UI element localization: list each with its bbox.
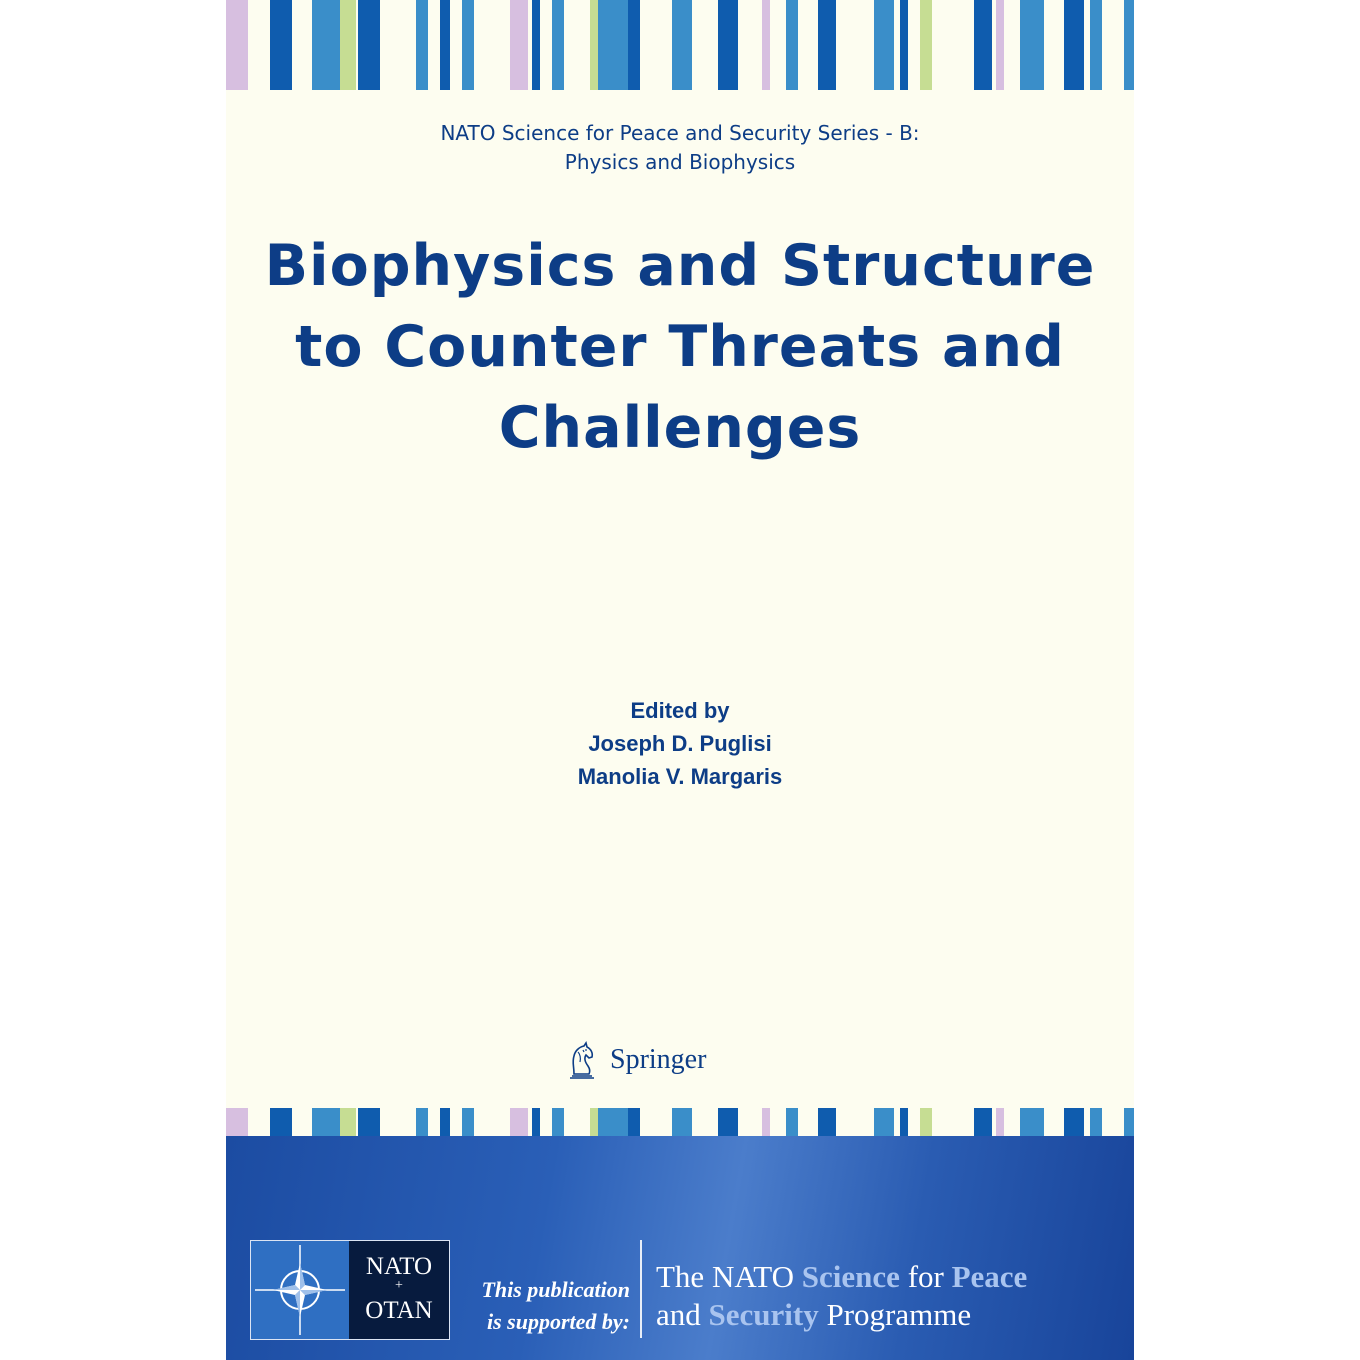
programme-text: The NATO <box>656 1259 802 1294</box>
decorative-stripe <box>672 0 692 90</box>
programme-line-2 <box>656 1296 1027 1334</box>
support-statement <box>470 1274 630 1338</box>
decorative-stripe <box>312 0 340 90</box>
decorative-stripe <box>818 0 836 90</box>
nato-otan-logo <box>250 1240 450 1340</box>
editor-name: Manolia V. Margaris <box>577 764 783 789</box>
programme-line-1 <box>656 1258 1027 1296</box>
decorative-stripe <box>510 1108 528 1136</box>
decorative-stripe <box>718 1108 738 1136</box>
title-line-2: to Counter Threats and <box>295 314 1065 380</box>
decorative-stripe <box>1124 1108 1134 1136</box>
decorative-stripe <box>1064 0 1084 90</box>
decorative-stripe <box>900 1108 908 1136</box>
publisher-name: Springer <box>610 1044 707 1075</box>
programme-highlight: Science <box>801 1259 900 1294</box>
decorative-stripe <box>920 1108 932 1136</box>
support-line-1: This publication <box>481 1277 630 1302</box>
decorative-stripe <box>1064 1108 1084 1136</box>
support-line-2: is supported by: <box>487 1309 630 1334</box>
decorative-stripe <box>762 1108 770 1136</box>
series-line-1: NATO Science for Peace and Security Series - B: <box>440 121 920 145</box>
decorative-stripe <box>786 1108 798 1136</box>
edited-by-label: Edited by <box>630 698 730 723</box>
decorative-stripe <box>416 0 428 90</box>
decorative-stripe <box>874 0 894 90</box>
top-stripe-band <box>226 0 1134 90</box>
decorative-stripe <box>510 0 528 90</box>
nato-otan-wordmark <box>349 1241 449 1339</box>
series-line-2: Physics and Biophysics <box>564 150 796 174</box>
nato-compass-star-icon <box>251 1241 349 1339</box>
footer-divider <box>640 1240 642 1338</box>
title-line-1: Biophysics and Structure <box>264 233 1096 299</box>
publisher-logo <box>564 1038 706 1082</box>
decorative-stripe <box>416 1108 428 1136</box>
decorative-stripe <box>762 0 770 90</box>
decorative-stripe <box>440 0 450 90</box>
decorative-stripe <box>1090 1108 1102 1136</box>
decorative-stripe <box>270 1108 292 1136</box>
programme-highlight: Security <box>708 1297 819 1332</box>
decorative-stripe <box>598 1108 628 1136</box>
decorative-stripe <box>590 1108 598 1136</box>
editor-name: Joseph D. Puglisi <box>588 731 772 756</box>
bottom-stripe-band <box>226 1108 1134 1136</box>
decorative-stripe <box>628 0 640 90</box>
decorative-stripe <box>226 1108 248 1136</box>
decorative-stripe <box>818 1108 836 1136</box>
decorative-stripe <box>462 1108 474 1136</box>
decorative-stripe <box>900 0 908 90</box>
decorative-stripe <box>340 1108 356 1136</box>
decorative-stripe <box>1124 0 1134 90</box>
title-line-3: Challenges <box>498 395 862 461</box>
springer-horse-icon <box>564 1040 598 1080</box>
decorative-stripe <box>996 1108 1004 1136</box>
programme-text: and <box>656 1297 709 1332</box>
decorative-stripe <box>552 1108 564 1136</box>
editors-block <box>226 694 1134 793</box>
decorative-stripe <box>628 1108 640 1136</box>
decorative-stripe <box>226 0 248 90</box>
programme-text: for <box>899 1259 952 1294</box>
decorative-stripe <box>532 1108 540 1136</box>
series-title <box>226 119 1134 177</box>
nato-footer <box>226 1136 1134 1360</box>
decorative-stripe <box>340 0 356 90</box>
decorative-stripe <box>358 1108 380 1136</box>
decorative-stripe <box>532 0 540 90</box>
decorative-stripe <box>598 0 628 90</box>
logo-separator: + <box>395 1278 403 1293</box>
book-title <box>226 226 1134 469</box>
book-cover <box>226 0 1134 1360</box>
programme-name <box>656 1258 1027 1334</box>
decorative-stripe <box>974 0 992 90</box>
decorative-stripe <box>590 0 598 90</box>
programme-highlight: Peace <box>951 1259 1028 1294</box>
decorative-stripe <box>270 0 292 90</box>
decorative-stripe <box>1020 1108 1044 1136</box>
decorative-stripe <box>786 0 798 90</box>
decorative-stripe <box>1090 0 1102 90</box>
decorative-stripe <box>440 1108 450 1136</box>
decorative-stripe <box>718 0 738 90</box>
decorative-stripe <box>920 0 932 90</box>
decorative-stripe <box>974 1108 992 1136</box>
decorative-stripe <box>312 1108 340 1136</box>
decorative-stripe <box>996 0 1004 90</box>
decorative-stripe <box>874 1108 894 1136</box>
logo-nato-text: NATO <box>365 1253 433 1280</box>
decorative-stripe <box>672 1108 692 1136</box>
decorative-stripe <box>462 0 474 90</box>
decorative-stripe <box>1020 0 1044 90</box>
logo-otan-text: OTAN <box>365 1297 433 1324</box>
decorative-stripe <box>358 0 380 90</box>
programme-text: Programme <box>818 1297 972 1332</box>
decorative-stripe <box>552 0 564 90</box>
